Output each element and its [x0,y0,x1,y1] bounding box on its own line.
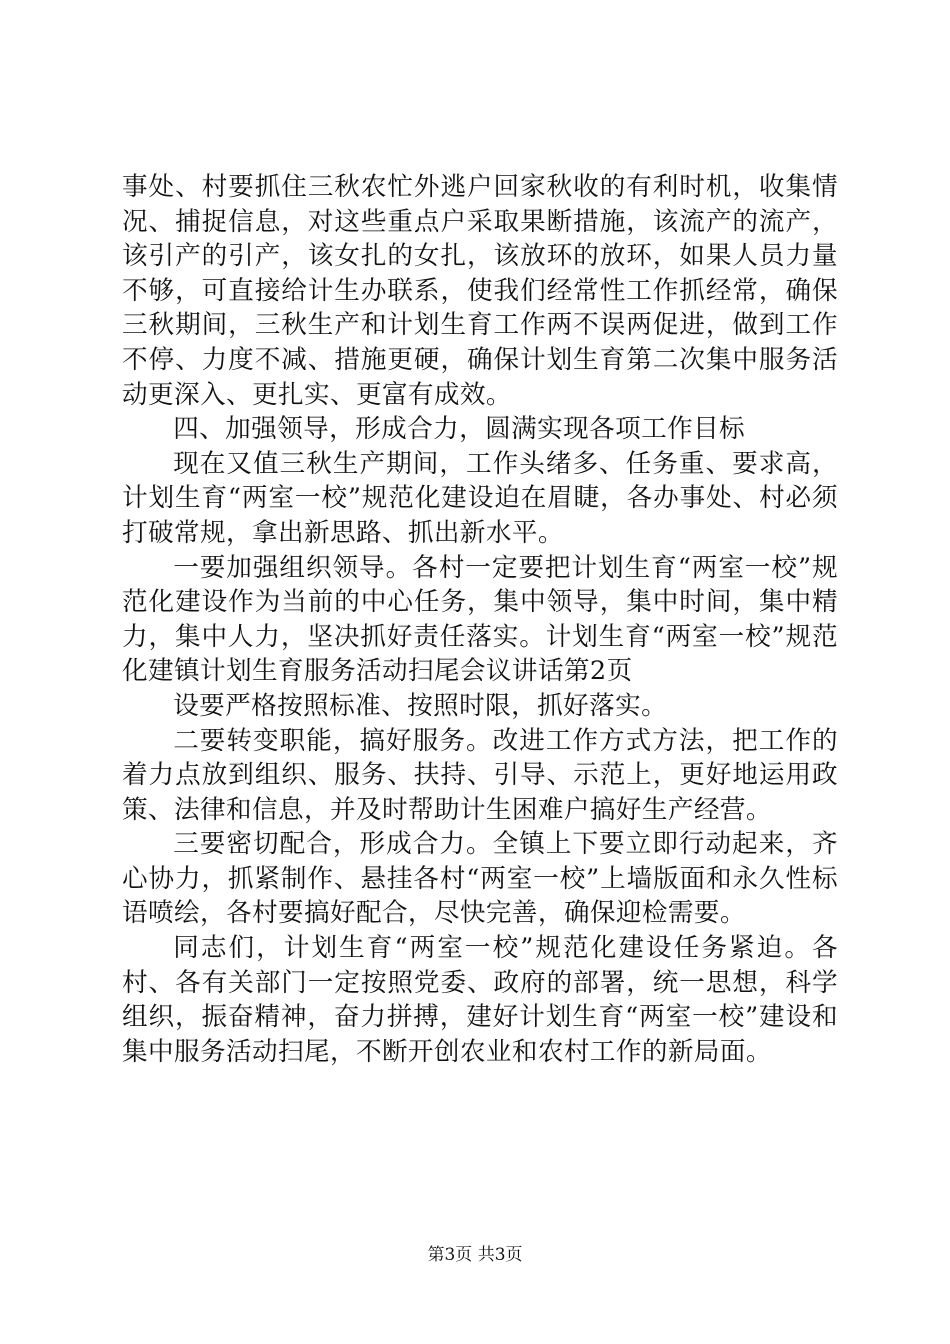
paragraph-continuation: 事处、村要抓住三秋农忙外逃户回家秋收的有利时机，收集情况、捕捉信息，对这些重点户采取果断措施，该流产的流产，该引产的引产，该女扎的女扎，该放环的放环，如果人员力量不够，可直接给计生办联系，使我们经常性工作抓经常，确保三秋期间，三秋生产和计划生育工作两不误两促进，做到工作不停、力度不减、措施更硬，确保计划生育第二次集中服务活动更深入、更扎实、更富有成效。 [122,172,838,410]
document-body [122,170,838,1069]
paragraph: 一要加强组织领导。各村一定要把计划生育“两室一校”规范化建设作为当前的中心任务，集中领导，集中时间，集中精力，集中人力，坚决抓好责任落实。计划生育“两室一校”规范化建镇计划生育服务活动扫尾会议讲话第2页 [122,552,838,687]
paragraph: 二要转变职能，搞好服务。改进工作方式方法，把工作的着力点放到组织、服务、扶持、引导、示范上，更好地运用政策、法律和信息，并及时帮助计生困难户搞好生产经营。 [122,725,838,825]
section-heading: 四、加强领导，形成合力，圆满实现各项工作目标 [173,414,746,445]
paragraph: 设要严格按照标准、按照时限，抓好落实。 [173,690,668,721]
paragraph: 同志们，计划生育“两室一校”规范化建设任务紧迫。各村、各有关部门一定按照党委、政府的部署，统一思想，科学组织，振奋精神，奋力拼搏，建好计划生育“两室一校”建设和集中服务活动扫尾，不断开创农业和农村工作的新局面。 [122,933,838,1067]
paragraph: 三要密切配合，形成合力。全镇上下要立即行动起来，齐心协力，抓紧制作、悬挂各村“两室一校”上墙版面和永久性标语喷绘，各村要搞好配合，尽快完善，确保迎检需要。 [122,829,838,929]
page-footer: 第3页 共3页 [427,1245,523,1265]
paragraph: 现在又值三秋生产期间，工作头绪多、任务重、要求高，计划生育“两室一校”规范化建设迫在眉睫，各办事处、村必须打破常规，拿出新思路、抓出新水平。 [122,448,838,548]
